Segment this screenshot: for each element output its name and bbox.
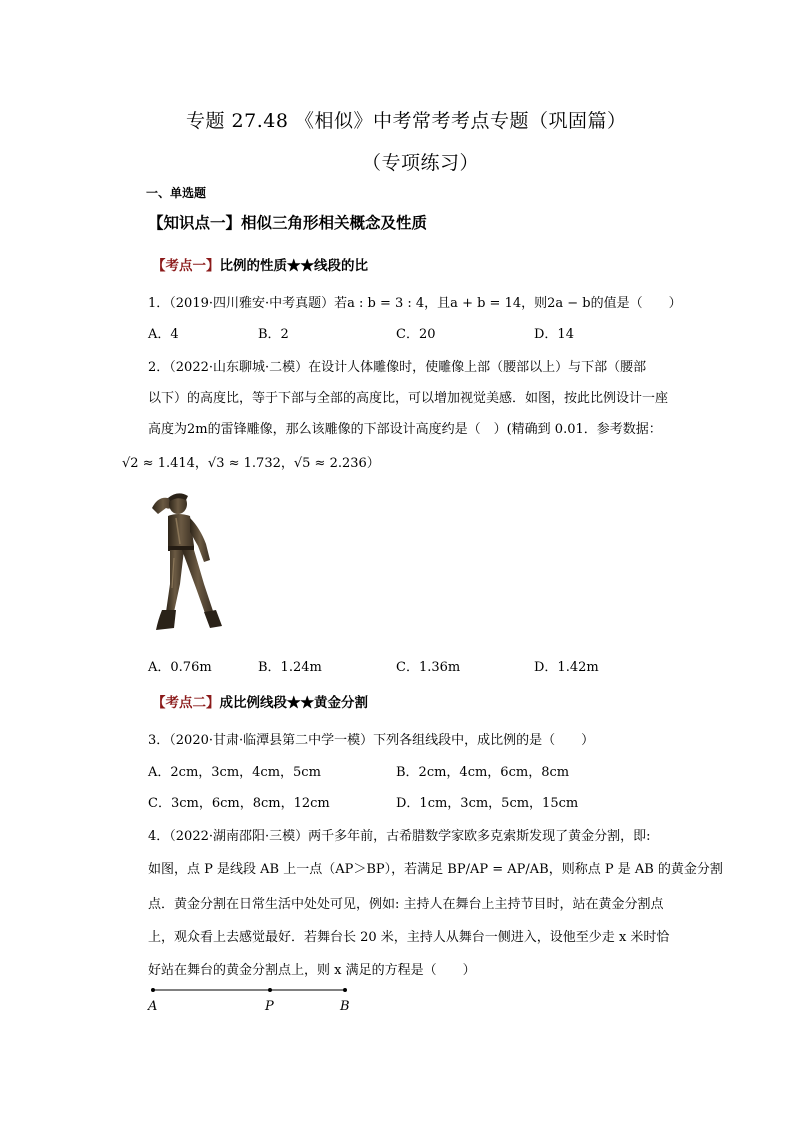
knowledge-point-heading: 【知识点一】相似三角形相关概念及性质 [148,213,428,232]
question-2-line-3: 高度为2m的雷锋雕像，那么该雕像的下部设计高度约是（ ）(精确到 0.01．参考数据： [148,422,662,437]
question-4-line-2: 如图，点 P 是线段 AB 上一点（AP＞BP），若满足 BP/AP = AP/AB，则称点 P 是 AB 的黄金分割 [148,862,723,877]
exam-point-2-tag: 【考点二】 [152,695,220,711]
question-3-stem: 3．（2020·甘肃·临潭县第二中学一模）下列各组线段中，成比例的是（ ） [148,733,595,748]
statue-image [144,488,226,638]
question-2-line-1: 2．（2022·山东聊城·二模）在设计人体雕像时，使雕像上部（腰部以上）与下部（腰部 [148,360,647,375]
question-4-line-1: 4．（2022·湖南邵阳·三模）两千多年前，古希腊数学家欧多克索斯发现了黄金分割，即: [148,829,651,844]
exam-point-1-tag: 【考点一】 [152,258,220,274]
q1-option-d: D．14 [534,327,574,342]
exam-point-1-heading [152,254,368,274]
q3-option-a: A．2cm，3cm，4cm，5cm [148,765,321,780]
point-b-dot [343,988,347,992]
segment-figure [144,980,364,1020]
q1-option-b: B．2 [258,327,289,342]
q2-option-c: C．1.36m [396,660,461,675]
q3-option-c: C．3cm，6cm，8cm，12cm [148,796,330,811]
exam-point-2-heading [152,691,368,711]
exam-point-1-text: 比例的性质★★线段的比 [219,258,368,274]
q2-option-d: D．1.42m [534,660,599,675]
q2-option-b: B．1.24m [258,660,322,675]
q1-option-c: C．20 [396,327,436,342]
exam-point-2-text: 成比例线段★★黄金分割 [219,695,368,711]
label-b: B [340,999,350,1014]
point-a-dot [151,988,155,992]
q2-option-a: A．0.76m [148,660,212,675]
page-title: 专题 27.48 《相似》中考常考考点专题（巩固篇） [186,110,627,132]
question-2-line-2: 以下）的高度比，等于下部与全部的高度比，可以增加视觉美感．如图，按此比例设计一座 [148,391,669,406]
q1-option-a: A．4 [148,327,179,342]
page-subtitle: （专项练习） [362,152,480,174]
point-p-dot [268,988,272,992]
label-a: A [148,999,158,1014]
label-p: P [265,999,274,1014]
section-heading: 一、单选题 [146,186,207,200]
question-4-line-5: 好站在舞台的黄金分割点上，则 x 满足的方程是（ ） [148,963,476,978]
question-4-line-3: 点．黄金分割在日常生活中处处可见，例如: 主持人在舞台上主持节目时，站在黄金分割点 [148,897,664,912]
q3-option-b: B．2cm，4cm，6cm，8cm [396,765,570,780]
question-4-line-4: 上，观众看上去感觉最好．若舞台长 20 米，主持人从舞台一侧进入，设他至少走 x 米时恰 [148,930,670,945]
question-1-stem: 1．（2019·四川雅安·中考真题）若a : b = 3 : 4，且a + b = 14，则2a − b的值是（ ） [148,296,682,311]
question-2-line-4: √2 ≈ 1.414，√3 ≈ 1.732，√5 ≈ 2.236） [122,456,380,471]
q3-option-d: D．1cm，3cm，5cm，15cm [396,796,579,811]
